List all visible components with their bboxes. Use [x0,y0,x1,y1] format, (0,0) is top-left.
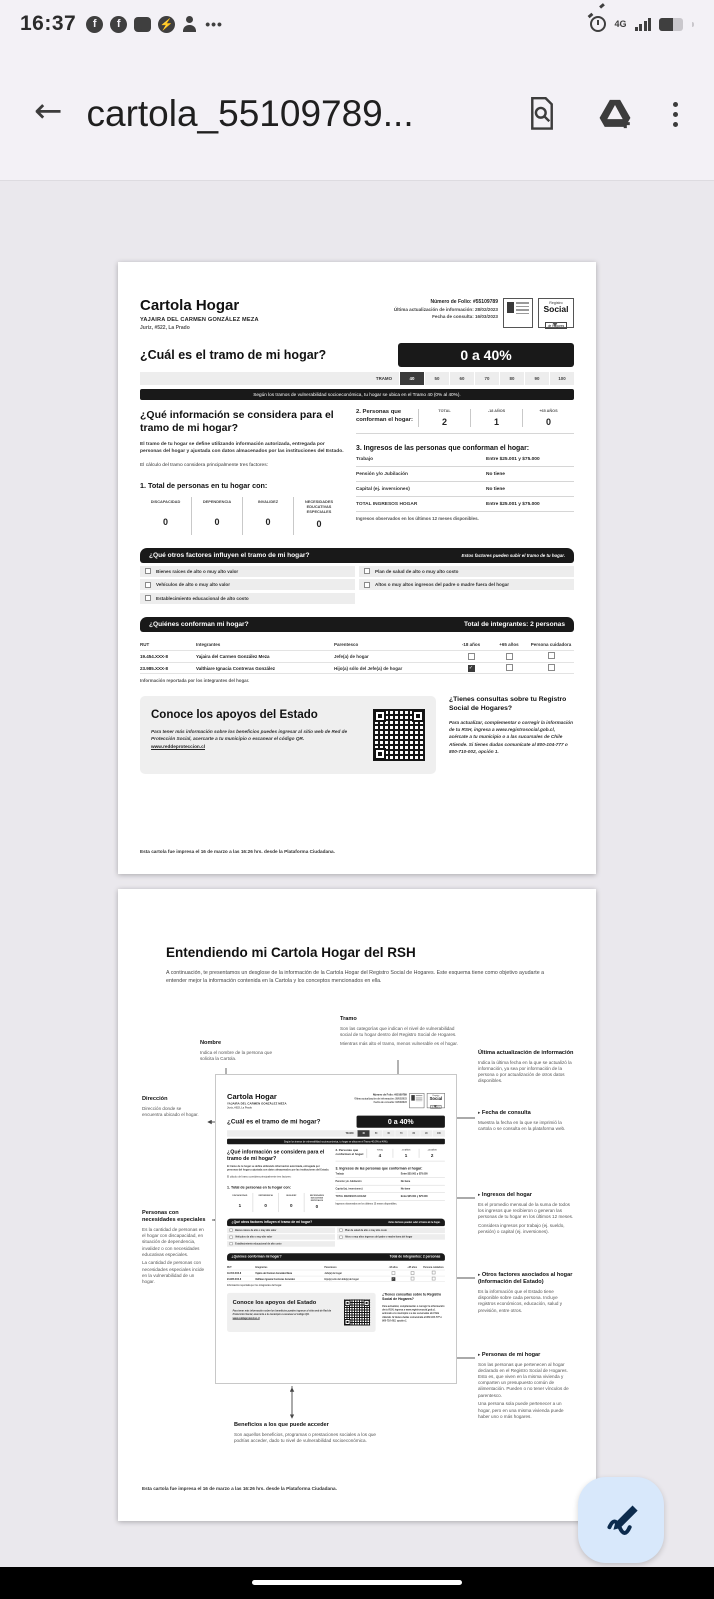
document-title: cartola_55109789... [86,93,414,134]
mini-cartola-slot [215,1074,457,1384]
checkbox [364,582,370,588]
holder-address: Juriz, #522, La Prado [227,1106,253,1110]
factor1-label: DEPENDENCIA [202,498,232,504]
consultas-title: ¿Tienes consultas sobre tu Registro Social de Hogares? [382,1292,442,1301]
registro-social-badge [538,298,574,328]
messenger-icon: ⚡ [158,16,175,33]
income-label: Capital (ej. inversiones) [356,486,410,492]
factor3-title: 3. Ingresos de las personas que conforman el hogar: [356,445,530,452]
note-body: Considera ingresos por trabajo (ej. sueldo, pensión) o capital (ej. inversiones). [478,1222,565,1234]
consultas-box [436,696,574,774]
check-label: Vehículos de alto o muy alto valor [235,1235,273,1239]
tramo-question: ¿Cuál es el tramo de mi hogar? [140,348,327,362]
member-kin: Hijo(a) sólo del Jefe(a) de hogar [324,1277,359,1281]
factor1-grid [140,497,344,535]
income-value: No tiene [400,1180,411,1183]
note-title: Dirección [142,1095,168,1102]
badge-sub: de Hogares [431,1106,441,1109]
check-label: Altos o muy altos ingresos del padre o madre fuera del hogar [375,582,510,588]
note-body: Son las categorías que indican el nivel de vulnerabilidad social de tu hogar dentro del Registro Social de Hogares. [340,1025,457,1037]
facebook-icon: f [86,16,103,33]
back-arrow-icon[interactable]: ← [34,91,63,131]
factor2-value: 2 [430,1152,434,1158]
factor1-value: 0 [264,1202,267,1208]
income-value: Entre $25.001 y $75.000 [486,456,540,462]
col-header-minor: -18 años [461,641,481,647]
member-name: Valthiare Ignacia Contreras González [255,1277,295,1281]
factor2-label: TOTAL [376,1148,383,1151]
checkbox [145,568,151,574]
page1-content [216,1075,456,1332]
tramo-banner: Según los tramos de vulnerabilidad socioeconómica, tu hogar se ubica en el Tramo 40 (0% al 40%). [227,1139,445,1145]
household-note: Información reportada por los integrantes del hogar. [140,678,250,684]
income-total-label: TOTAL INGRESOS HOGAR [335,1195,367,1198]
note-necesidades [142,1210,206,1285]
cartola-header [227,1093,287,1110]
table-row [227,1276,445,1282]
factor1-title: 1. Total de personas en tu hogar con: [227,1184,291,1190]
col-header-parentesco: Parentesco [334,641,359,647]
consultas-box [376,1293,445,1332]
other-factors-checklist [227,1227,445,1246]
household-table [227,1264,445,1282]
col-header-rut: RUT [227,1265,232,1269]
note-ingresos [478,1192,574,1235]
note-title: Tramo [340,1015,357,1022]
other-factors-hint: Estos factores pueden subir el tramo de tu hogar. [461,552,565,558]
pdf-page-1 [118,262,596,874]
check-label: Bienes raíces de alto o muy alto valor [235,1228,277,1232]
apoyos-title: Conoce los apoyos del Estado [232,1299,317,1306]
factor1-label: NECESIDADES EDUCATIVAS ESPECIALES [309,1193,324,1202]
factor1-value: 0 [290,1202,293,1208]
note-body: Mientras más alto el tramo, menos vulnerable es el hogar. [340,1040,458,1046]
checkbox [230,1242,233,1245]
carer-checkbox [432,1277,436,1281]
senior-checkbox [411,1277,415,1281]
factor1-label: INVALIDEZ [286,1193,297,1197]
income-label: Pensión y/o Jubilación [356,471,408,477]
factor2-value: 2 [441,417,447,427]
tramo-scale [227,1130,445,1137]
tramo-value-badge: 0 a 40% [398,343,574,367]
apoyos-title: Conoce los apoyos del Estado [151,709,318,722]
household-banner [140,617,574,632]
person-add-icon [182,16,198,32]
note-title: ▸ Personas de mi hogar [478,1352,574,1359]
tramo-scale-label: TRAMO [345,1132,354,1135]
folio-block [354,1093,406,1104]
overflow-menu-icon[interactable] [673,102,678,127]
drive-add-icon[interactable] [597,97,633,131]
page2-title: Entendiendo mi Cartola Hogar del RSH [166,945,416,960]
find-in-page-icon[interactable] [527,97,557,131]
badge-main: Social [543,304,569,314]
tramo-cell-60: 60 [382,1130,395,1137]
col-header-senior: +65 años [499,641,519,647]
signal-icon [635,17,652,31]
tramo-cell-100: 100 [432,1130,445,1137]
factor3-title: 3. Ingresos de las personas que conforman el hogar: [335,1166,423,1171]
check-label: Establecimiento educacional de alto costo [156,595,249,601]
alarm-icon [590,16,606,32]
note-nombre [200,1040,286,1062]
table-row [140,650,574,662]
note-title: ▸ Fecha de consulta [478,1110,574,1117]
note-title: Beneficios a los que puede acceder [234,1421,329,1428]
app-bar [0,48,714,181]
member-name: Yajaira del Carmen González Meza [255,1271,293,1275]
minor-checkbox [468,653,475,660]
household-title: ¿Quiénes conforman mi hogar? [231,1255,282,1259]
other-factors-title: ¿Qué otros factores influyen el tramo de mi hogar? [231,1220,313,1224]
badge-top: Registro [432,1094,440,1097]
check-label: Plan de salud de alto o muy alto costo [375,568,459,574]
apoyos-box [227,1293,376,1332]
tramo-cell-90: 90 [420,1130,433,1137]
status-indicators [590,16,694,32]
other-factors-hint: Estos factores pueden subir el tramo de tu hogar. [388,1220,441,1224]
note-tramo [340,1016,462,1047]
note-body: Es la información que el Estado tiene disponible sobre cada persona. Incluye registros económicos, educación, salud y previsión, entre otros. [478,1288,563,1313]
more-notifications-icon: ••• [205,16,223,32]
pdf-page-2 [118,889,596,1521]
note-body: Son aquellos beneficios, programas o prestaciones sociales a los que podrías acceder, dado tu nivel de vulnerabilidad socioeconómica. [234,1431,376,1443]
note-fecha-consulta [478,1110,574,1132]
pdf-viewer[interactable] [0,182,714,1567]
member-rut: 19.454.XXX-8 [227,1271,242,1275]
consultas-body: Para actualizar, complementar o corregir la información de tu RSH, ingresa a www.registrosocial.gob.cl, acércate a tu municipio o a las sucursales de Chile Atiende. Si tienes dudas comunícate al 800-104-777 o 800-710-002, opción 1. [382,1304,445,1322]
tramo-cell-60: 60 [449,372,474,385]
note-title: Personas con necesidades especiales [142,1209,206,1224]
factor1-value: 0 [265,516,271,527]
chat-bubble-icon [134,17,151,32]
carer-checkbox [548,652,555,659]
factor1-label: NECESIDADES EDUCATIVAS ESPECIALES [304,498,334,514]
col-header-rut: RUT [140,641,150,647]
clock: 16:37 [20,12,77,35]
tramo-cell-100: 100 [549,372,574,385]
cartola-title: Cartola Hogar [227,1092,277,1102]
tramo-cell-80: 80 [499,372,524,385]
income-total-value: Entre $25.001 y $75.000 [400,1195,428,1198]
note-direccion [142,1096,202,1118]
tramo-cell-70: 70 [395,1130,408,1137]
col-header-integrantes: Integrantes [196,641,221,647]
holder-name: YAJAIRA DEL CARMEN GONZÁLEZ MEZA [227,1102,287,1106]
member-rut: 23.985.XXX-8 [140,665,169,671]
income-total-value: Entre $25.001 y $75.000 [486,501,540,507]
tramo-cell-70: 70 [474,372,499,385]
note-body: Indica el nombre de la persona que solicita la Cartola. [200,1049,273,1061]
apoyos-link: www.reddeproteccion.cl [151,744,206,750]
registro-social-badge [427,1093,445,1108]
factor2-value: 1 [404,1152,408,1158]
info-heading: ¿Qué información se considera para el tramo de mi hogar? [227,1148,325,1162]
note-body: Es la cantidad de personas en el hogar con discapacidad, en situación de dependencia, invalidez o con necesidades educativas especiales. [142,1226,204,1257]
note-body: Muestra la fecha en la que se imprimió la cartola o se consulta en la plataforma web. [478,1119,566,1131]
info-paragraph-2: El cálculo del tramo considera principalmente tres factores: [140,463,269,469]
income-note: Ingresos observados en los últimos 12 meses disponibles. [335,1202,398,1205]
factor2-value: 0 [545,417,551,427]
note-title: ▸ Otros factores asociados al hogar (Información del Estado) [478,1272,574,1287]
tramo-cell-90: 90 [524,372,549,385]
col-header-minor: -18 años [388,1265,398,1269]
note-beneficios [234,1422,392,1444]
tramo-value-badge: 0 a 40% [357,1116,445,1128]
tramo-cell-80: 80 [407,1130,420,1137]
senior-checkbox [506,664,513,671]
factor1-title: 1. Total de personas en tu hogar con: [140,480,268,490]
apoyos-body: Para tener más información sobre los beneficios puedes ingresar al sitio web de Red de Protección Social, acercarte a tu municipio o escanear el código QR. [151,729,348,742]
check-label: Bienes raíces de alto o muy alto valor [156,568,239,574]
consult-date: Fecha de consulta: 16/03/2023 [432,314,498,320]
battery-icon [659,18,683,31]
home-gesture-pill[interactable] [252,1580,462,1585]
note-title: Nombre [200,1039,222,1046]
other-factors-title: ¿Qué otros factores influyen el tramo de mi hogar? [149,551,310,559]
senior-checkbox [411,1271,415,1275]
col-header-senior: +65 años [407,1265,418,1269]
factor2-label: TOTAL [438,409,451,413]
senior-checkbox [506,653,513,660]
income-value: No tiene [486,471,505,477]
minor-checkbox-checked: ✓ [468,665,474,672]
tramo-banner: Según los tramos de vulnerabilidad socioeconómica, tu hogar se ubica en el Tramo 40 (0% al 40%). [140,389,574,400]
household-total: Total de integrantes: 2 personas [463,620,565,628]
note-otros-factores [478,1272,574,1314]
network-type: 4G [614,18,627,29]
note-title: ▸ Ingresos del hogar [478,1192,574,1199]
page2-intro: A continuación, te presentamos un desglose de la información de la Cartola Hogar del Registro Social de Hogares. Este esquema tiene como objetivo ayudarte a entender mejor la información contenida en la Cartola y los conceptos mencionados en ella. [166,970,545,985]
income-note: Ingresos observados en los últimos 12 meses disponibles. [356,516,479,521]
tramo-cell-50: 50 [370,1130,383,1137]
note-body: Son las personas que pertenecen al hogar declarado en el Registro Social de Hogares. Esto es, que viven en la misma vivienda y comparten un presupuesto común de alimentación. Pueden o no tener vínculos de parentesco. [478,1361,569,1398]
factor2-block [335,1149,444,1162]
factor2-value: 4 [378,1152,382,1158]
col-header-carer: Persona cuidadora [423,1265,444,1269]
badge-main: Social [429,1096,443,1102]
tramo-scale-label: TRAMO [375,376,392,381]
factor1-value: 0 [316,518,322,529]
member-name: Yajaira del Carmen González Meza [196,654,270,660]
note-body: La cantidad de personas con necesidades especiales incide en la vulnerabilidad de un hogar. [142,1260,205,1284]
badge-top: Registro [549,301,563,305]
info-paragraph-1: El tramo de tu hogar se define utilizando información autorizada, entregada por personas del hogar y ajustada con datos almacenados por las instituciones del Estado. [140,442,344,455]
explainer-diagram [142,998,572,1472]
consult-date: Fecha de consulta: 16/03/2023 [373,1101,407,1104]
tramo-cell-40: 40 [357,1130,370,1137]
consultas-title: ¿Tienes consultas sobre tu Registro Social de Hogares? [449,696,567,712]
household-total: Total de integrantes: 2 personas [389,1255,441,1259]
check-label: Altos o muy altos ingresos del padre o madre fuera del hogar [345,1235,413,1239]
notification-icons [86,16,223,33]
tramo-cell-50: 50 [424,372,449,385]
note-body: Indica la última fecha en la que se actualizó la información, ya sea por información de la persona o por actualización de otros datos disponibles. [478,1059,572,1084]
factor1-value: 0 [214,516,220,527]
page1-content [118,262,596,774]
col-header-parentesco: Parentesco [324,1265,337,1269]
factor1-label: DEPENDENCIA [258,1193,273,1197]
member-rut: 19.454.XXX-8 [140,654,169,660]
factor2-label: -18 AÑOS [401,1148,411,1151]
check-label: Plan de salud de alto o muy alto costo [345,1228,387,1232]
info-heading: ¿Qué información se considera para el tramo de mi hogar? [140,409,334,434]
note-title: Última actualización de información [478,1049,574,1056]
member-name: Valthiare Ignacia Contreras González [196,665,276,671]
household-table [140,639,574,674]
income-label: Trabajo [356,456,374,462]
minor-checkbox-checked: ✓ [392,1277,395,1281]
factor2-title: 2. Personas que conforman el hogar: [335,1148,365,1156]
consultas-body: Para actualizar, complementar o corregir la información de tu RSH, ingresa a www.registrosocial.gob.cl, acércate a tu municipio o a las sucursales de Chile Atiende. Si tienes dudas comunícate al 800-104-777 o 800-710-002, opción 1. [449,719,574,754]
income-label: Pensión y/o Jubilación [335,1180,362,1183]
carer-checkbox [548,664,555,671]
note-ultima-actualizacion [478,1050,574,1085]
factor2-block [356,409,574,434]
factor2-label: +65 AÑOS [427,1148,437,1151]
member-rut: 23.985.XXX-8 [227,1277,242,1281]
income-value: Entre $25.001 y $75.000 [400,1172,428,1176]
qr-code [344,1299,370,1325]
info-paragraph-1: El tramo de tu hogar se define utilizando información autorizada, entregada por personas del hogar y ajustada con datos almacenados por las instituciones del Estado. [227,1165,330,1172]
factor1-label: DISCAPACIDAD [232,1193,248,1197]
checkbox [364,568,370,574]
factor1-grid [227,1193,329,1212]
note-body: Es el promedio mensual de la suma de todos los ingresos que recibieron o generan las personas de tu hogar en los últimos 12 meses. [478,1201,574,1220]
checkbox [145,582,151,588]
col-header-carer: Persona cuidadora [530,641,572,647]
folio-block [394,298,498,321]
member-kin: Jefe(a) de hogar [324,1271,342,1275]
pen-scribble-icon [595,1494,647,1546]
income-label: Capital (ej. inversiones) [335,1187,363,1191]
check-label: Vehículos de alto o muy alto valor [156,582,231,588]
updated-date: Última actualización de información: 28/02/2023 [393,307,498,312]
note-body: Una persona sola puede pertenecer a un hogar, pero en una misma vivienda puede haber uno o más hogares. [478,1401,564,1419]
income-label: Trabajo [335,1172,345,1176]
factor1-label: DISCAPACIDAD [150,498,181,504]
factor1-label: INVALIDEZ [257,498,279,504]
qr-code [373,709,425,761]
checkbox [230,1229,233,1232]
checkbox [145,595,151,601]
col-header-integrantes: Integrantes [255,1265,268,1269]
battery-tip [692,22,694,27]
factor1-value: 0 [315,1203,319,1209]
other-factors-banner [227,1218,445,1226]
household-note: Información reportada por los integrantes del hogar. [227,1283,282,1287]
folio-number: Número de Folio: #55109789 [430,299,498,305]
table-row [140,662,574,674]
factor2-label: -18 AÑOS [487,409,506,413]
factor2-label: +65 AÑOS [539,409,558,413]
factor2-title: 2. Personas que conforman el hogar: [356,409,413,423]
other-factors-banner [140,548,574,563]
annotate-fab[interactable] [578,1477,664,1563]
tramo-scale [140,372,574,385]
income-value: No tiene [486,486,505,492]
info-paragraph-2: El cálculo del tramo considera principalmente tres factores: [227,1176,292,1179]
carer-checkbox [432,1271,436,1275]
folio-number: Número de Folio: #55109789 [372,1093,407,1097]
cartola-title: Cartola Hogar [140,297,240,314]
member-kin: Jefe(a) de hogar [334,654,369,660]
government-logo [503,298,533,328]
other-factors-checklist [140,566,574,604]
page2-footer: Esta cartola fue impresa el 16 de marzo a las 16:26 hrs. desde la Plataforma Ciudadana. [142,1486,337,1491]
factor2-value: 1 [493,417,499,427]
cartola-header [140,298,259,331]
income-total-label: TOTAL INGRESOS HOGAR [356,501,418,507]
holder-address: Juriz, #522, La Prado [140,325,190,331]
income-value: No tiene [400,1187,411,1191]
apoyos-link: www.reddeproteccion.cl [232,1317,260,1320]
note-body: Dirección donde se encuentra ubicado el hogar. [142,1105,199,1117]
checkbox [339,1229,342,1232]
apoyos-body: Para tener más información sobre los beneficios puedes ingresar al sitio web de Red de Protección Social, acercarte a tu municipio o escanear el código QR. [232,1309,332,1316]
badge-sub: de Hogares [545,322,566,329]
checkbox [339,1235,342,1238]
government-logo [409,1093,424,1108]
household-banner [227,1253,445,1261]
updated-date: Última actualización de información: 28/02/2023 [354,1097,407,1101]
note-personas [478,1352,574,1420]
tramo-question: ¿Cuál es el tramo de mi hogar? [227,1118,321,1126]
holder-name: YAJAIRA DEL CARMEN GONZÁLEZ MEZA [140,317,259,323]
member-kin: Hijo(a) sólo del Jefe(a) de hogar [334,665,403,671]
factor1-value: 0 [162,516,168,527]
household-title: ¿Quiénes conforman mi hogar? [149,620,249,628]
page1-footer: Esta cartola fue impresa el 16 de marzo a las 16:26 hrs. desde la Plataforma Ciudadana. [140,849,335,854]
minor-checkbox [391,1271,395,1275]
check-label: Establecimiento educacional de alto costo [235,1242,282,1245]
status-bar [0,0,714,48]
gesture-nav-bar [0,1567,714,1599]
checkbox [230,1235,233,1238]
tramo-cell-40: 40 [399,372,424,385]
apoyos-box [140,696,436,774]
facebook-lite-icon: f [110,16,127,33]
factor1-value: 1 [238,1202,242,1208]
